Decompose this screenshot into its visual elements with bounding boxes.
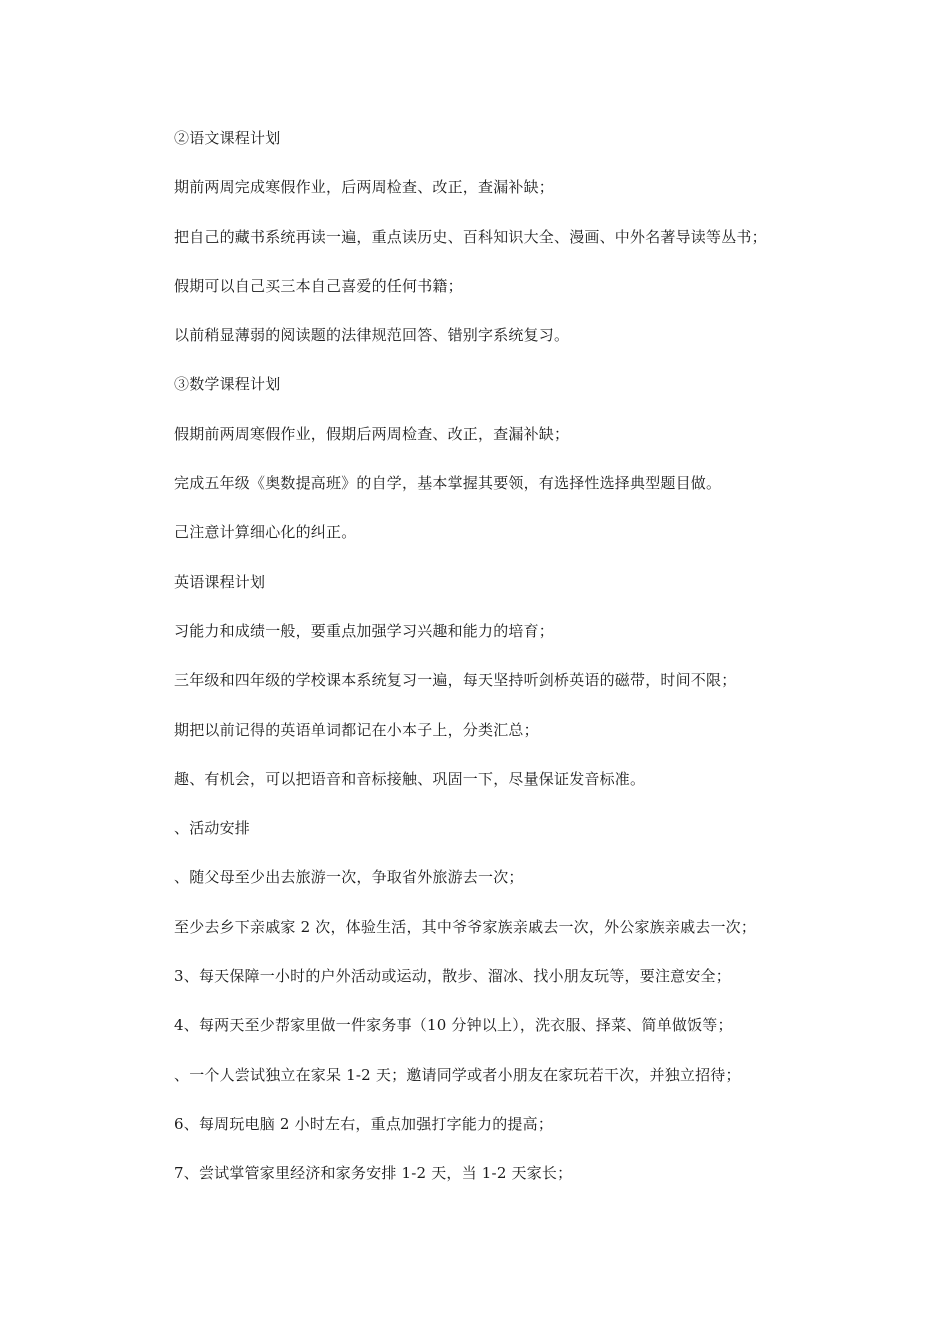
section-heading-math-plan: ③数学课程计划 [174,375,281,394]
list-item: 6、每周玩电脑 2 小时左右，重点加强打字能力的提高； [174,1114,554,1133]
document-body [174,123,874,1208]
paragraph-line: 以前稍显薄弱的阅读题的法律规范回答、错别字系统复习。 [174,326,570,345]
paragraph-line: 把自己的藏书系统再读一遍，重点读历史、百科知识大全、漫画、中外名著导读等丛书； [174,227,767,246]
list-item: 4、每两天至少帮家里做一件家务事（10 分钟以上），洗衣服、择菜、简单做饭等； [174,1016,733,1035]
section-heading-chinese-plan: ②语文课程计划 [174,129,281,147]
list-item: 3、每天保障一小时的户外活动或运动，散步、溜冰、找小朋友玩等，要注意安全； [174,967,731,986]
list-item: 至少去乡下亲戚家 2 次，体验生活，其中爷爷家族亲戚去一次，外公家族亲戚去一次； [174,917,757,936]
paragraph-line: 完成五年级《奥数提高班》的自学，基本掌握其要领，有选择性选择典型题目做。 [174,474,722,493]
paragraph-line: 期把以前记得的英语单词都记在小本子上，分类汇总； [174,720,539,739]
paragraph-line: 假期可以自己买三本自己喜爱的任何书籍； [174,276,463,295]
paragraph-line: 己注意计算细心化的纠正。 [174,523,357,542]
paragraph-line: 假期前两周寒假作业，假期后两周检查、改正，查漏补缺； [174,424,570,443]
section-heading-activities: 、活动安排 [174,819,251,838]
paragraph-line: 三年级和四年级的学校课本系统复习一遍，每天坚持听剑桥英语的磁带，时间不限； [174,671,737,690]
list-item: 、随父母至少出去旅游一次，争取省外旅游去一次； [174,868,524,887]
paragraph-line: 期前两周完成寒假作业，后两周检查、改正，查漏补缺； [174,178,555,197]
list-item: 、一个人尝试独立在家呆 1-2 天；邀请同学或者小朋友在家玩若干次，并独立招待； [174,1065,741,1084]
section-heading-english-plan: 英语课程计划 [174,572,266,591]
paragraph-line: 趣、有机会，可以把语音和音标接触、巩固一下，尽量保证发音标准。 [174,769,646,788]
paragraph-line: 习能力和成绩一般，要重点加强学习兴趣和能力的培育； [174,621,555,640]
list-item: 7、尝试掌管家里经济和家务安排 1-2 天，当 1-2 天家长； [174,1164,573,1183]
